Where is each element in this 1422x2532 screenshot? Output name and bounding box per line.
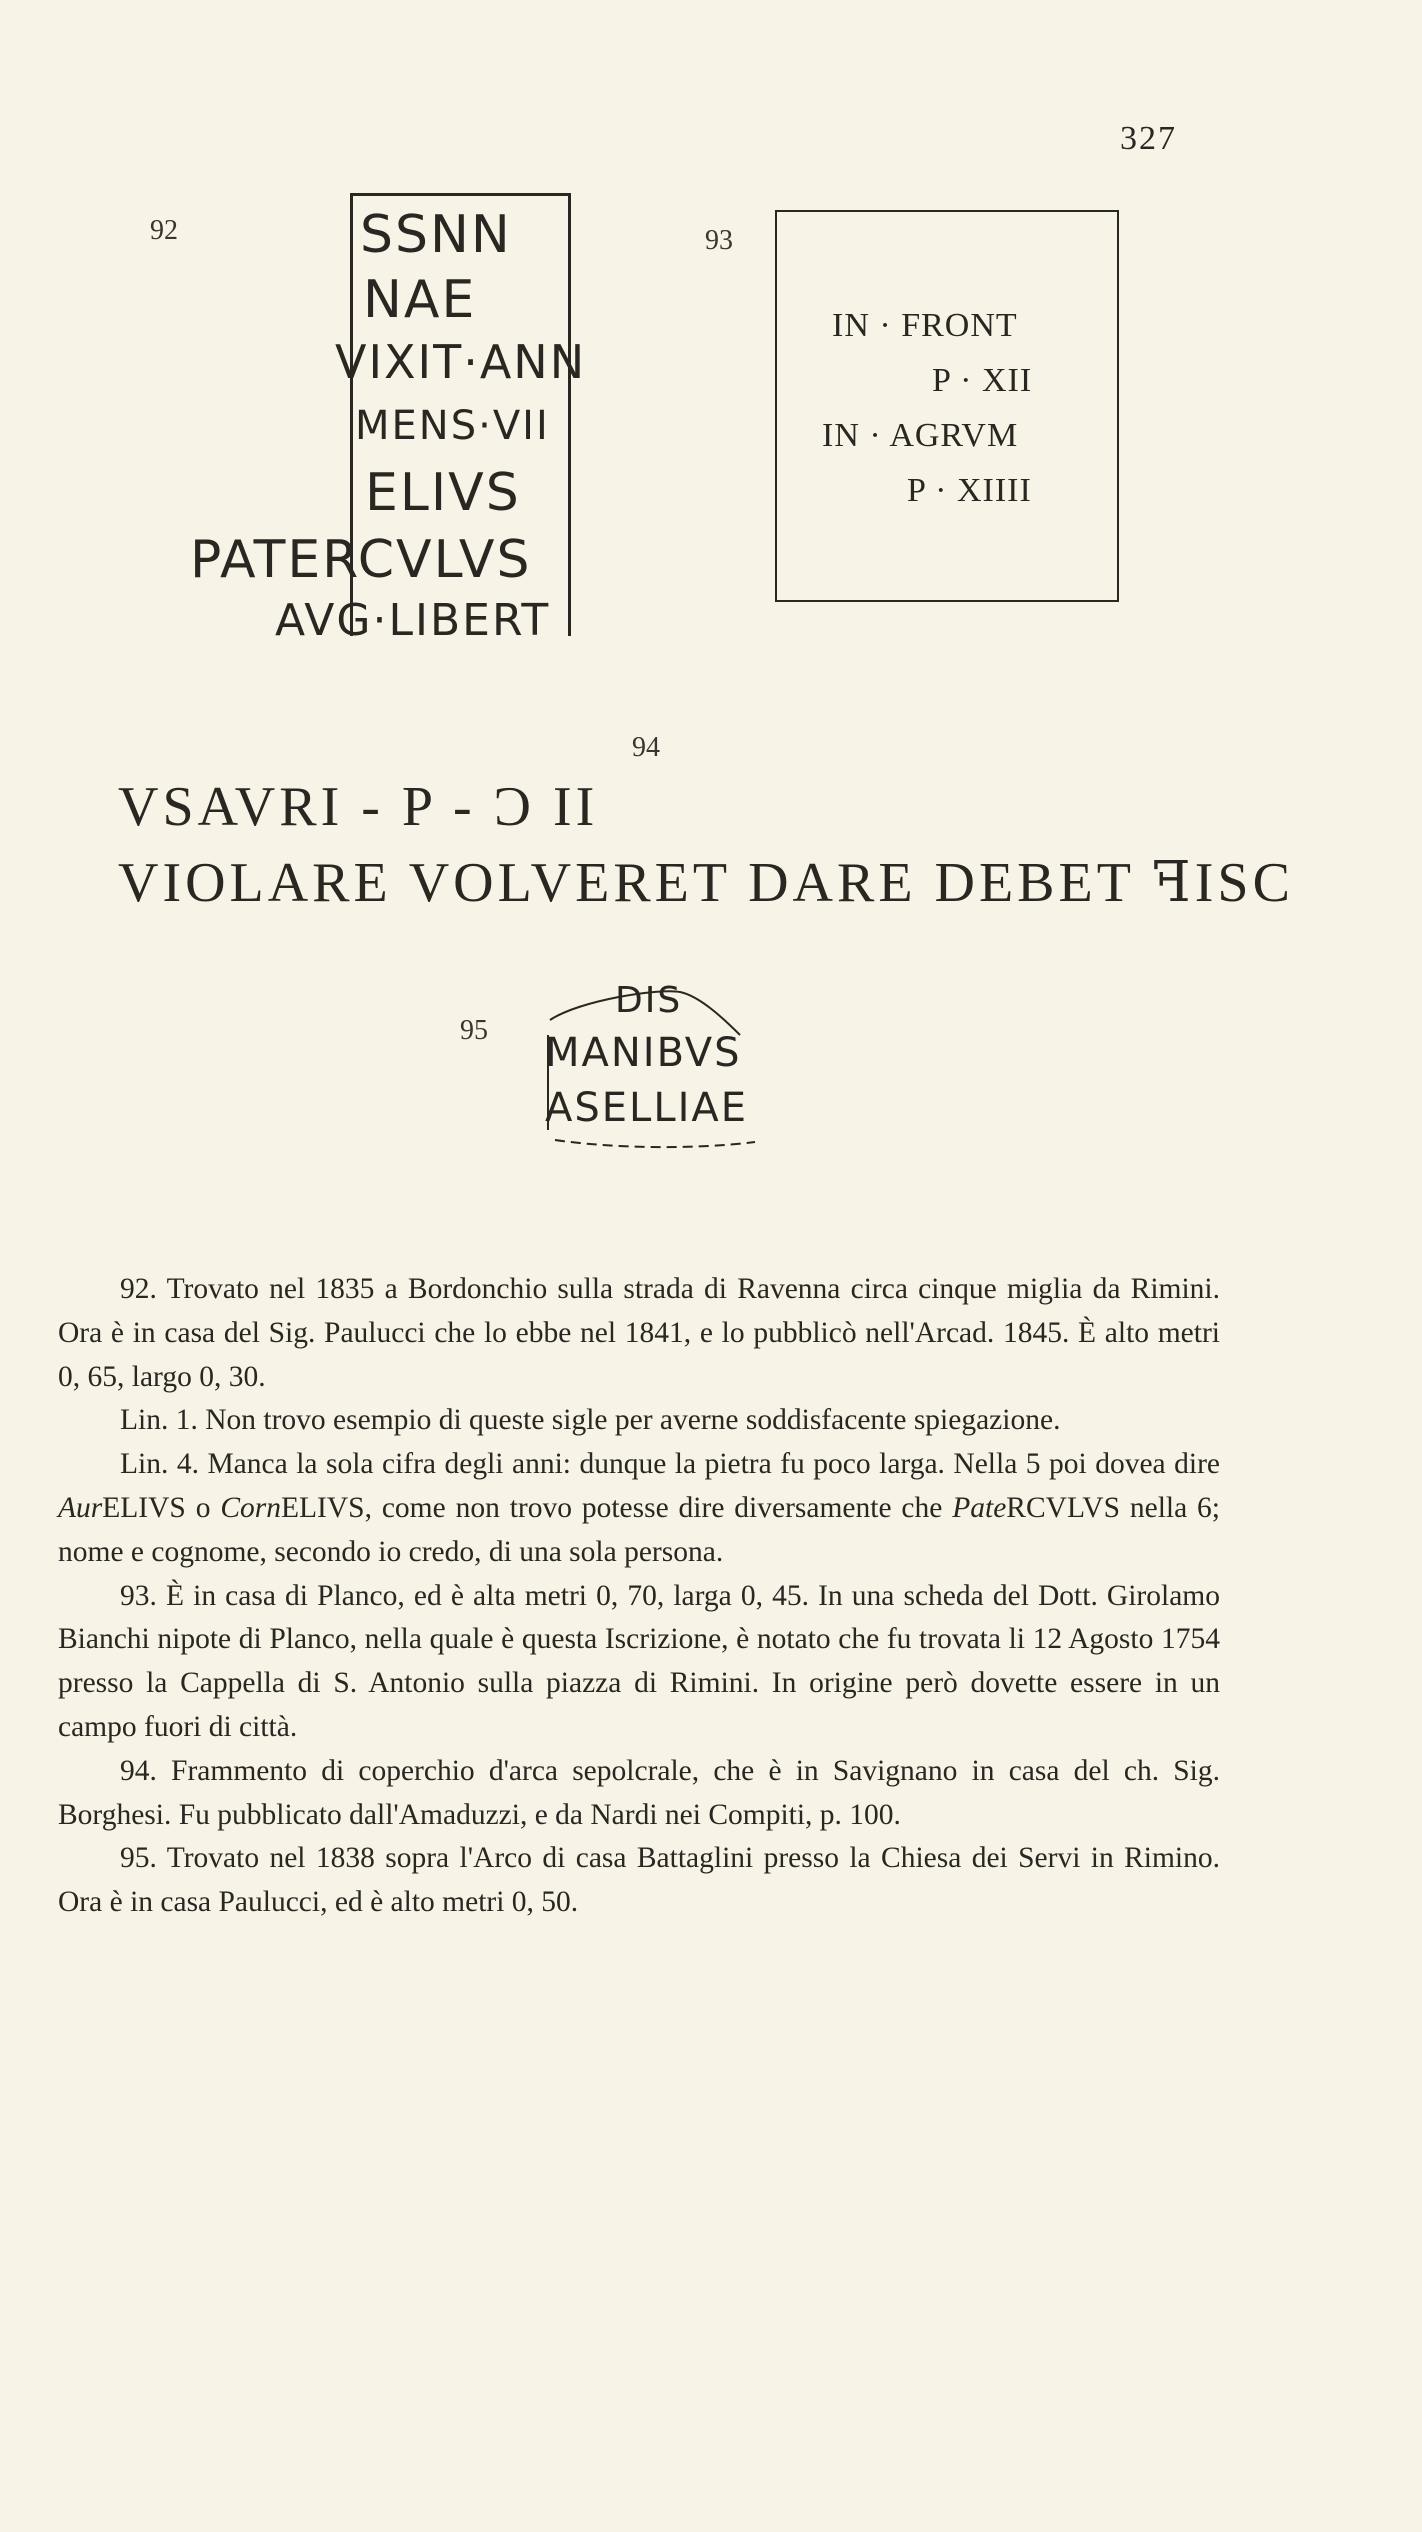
commentary-paragraph: 94. Frammento di coperchio d'arca sepolcrale, che è in Savignano in casa del ch. Sig. Borghesi. Fu pubblicato dall'Amaduzzi, e da Nardi nei Compiti, p. 100.	[58, 1754, 1220, 1831]
commentary-paragraph	[58, 1443, 1220, 1574]
inscription-line: VIOLARE VOLVERET DARE DEBET ꟻISC	[118, 852, 1294, 914]
inscription-line: IN · FRONT	[832, 307, 1018, 344]
inscription-95	[540, 980, 800, 1160]
inscription-line: SSNN	[360, 205, 512, 265]
inscription-92	[185, 185, 605, 665]
commentary-paragraph: 93. È in casa di Planco, ed è alta metri 0, 70, larga 0, 45. In una scheda del Dott. Girolamo Bianchi nipote di Planco, nella quale è questa Iscrizione, è notato che fu trovata li 12 Agosto 1754 presso la Cappella di S. Antonio sulla piazza di Rimini. In origine però dovette essere in un campo fuori di città.	[58, 1579, 1220, 1743]
text-run: ELIVS o	[102, 1491, 221, 1524]
inscription-line: DIS	[615, 980, 683, 1021]
inscription-93-bottom-rule	[777, 600, 1117, 602]
commentary	[58, 1268, 1220, 1925]
commentary-paragraph: 95. Trovato nel 1838 sopra l'Arco di casa Battaglini presso la Chiesa dei Servi in Rimino. Ora è in casa Paulucci, ed è alto metri 0, 50.	[58, 1842, 1220, 1919]
inscription-line: VIXIT·ANN	[335, 335, 587, 389]
inscription-line: AVG·LIBERT	[275, 595, 551, 646]
inscription-line: VSAVRI - P - Ɔ II	[118, 776, 599, 838]
inscription-line: IN · AGRVM	[822, 417, 1019, 454]
page-number: 327	[1120, 120, 1177, 157]
inscription-line: NAE	[363, 270, 477, 330]
commentary-paragraph: Lin. 1. Non trovo esempio di queste sigle per averne soddisfacente spiegazione.	[120, 1404, 1061, 1437]
inscription-line: PATERCVLVS	[190, 530, 532, 590]
inscription-line: MENS·VII	[355, 403, 550, 449]
italic-text-run: Corn	[220, 1491, 281, 1524]
inscription-93	[775, 210, 1119, 602]
italic-text-run: Pate	[952, 1491, 1007, 1524]
commentary-paragraph: 92. Trovato nel 1835 a Bordonchio sulla strada di Ravenna circa cinque miglia da Rimini. Ora è in casa del Sig. Paulucci che lo ebbe nel 1841, e lo pubblicò nell'Arcad. 1845. È alto metri 0, 65, largo 0, 30.	[58, 1273, 1220, 1393]
inscription-94-number: 94	[632, 732, 660, 763]
inscription-93-number: 93	[705, 225, 733, 256]
inscription-92-number: 92	[150, 215, 178, 246]
inscription-line: P · XII	[932, 362, 1033, 399]
inscription-95-number: 95	[460, 1015, 488, 1046]
text-run: RCVLVS nella 6; nome e cognome, secondo io credo, di una sola persona.	[58, 1491, 1220, 1568]
inscription-line: P · XIIII	[907, 472, 1032, 509]
inscription-line: ASELLIAE	[545, 1085, 749, 1131]
inscription-line: MANIBVS	[545, 1030, 742, 1076]
inscription-line: ELIVS	[365, 463, 521, 523]
text-run: ELIVS, come non trovo potesse dire diversamente che	[281, 1491, 953, 1524]
text-run: Lin. 4. Manca la sola cifra degli anni: dunque la pietra fu poco larga. Nella 5 poi dovea dire	[120, 1448, 1220, 1481]
italic-text-run: Aur	[58, 1491, 103, 1524]
